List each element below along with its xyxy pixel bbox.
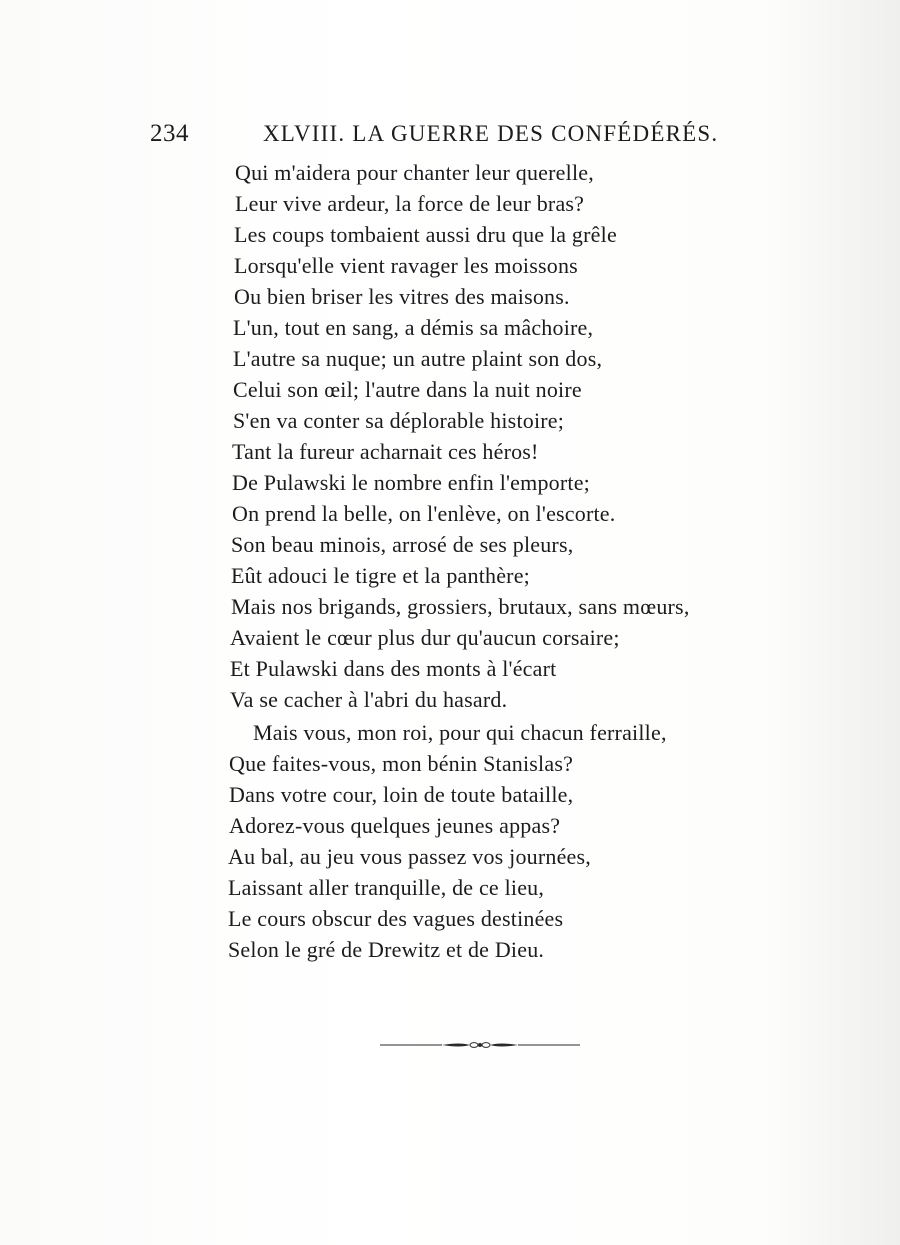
verse-line: Celui son œil; l'autre dans la nuit noire — [233, 377, 582, 402]
verse-line: Et Pulawski dans des monts à l'écart — [230, 656, 557, 681]
verse-line: Ou bien briser les vitres des maisons. — [234, 284, 570, 309]
verse-line: Va se cacher à l'abri du hasard. — [230, 687, 508, 712]
verse-line: S'en va conter sa déplorable histoire; — [233, 408, 565, 433]
verse-line: Mais vous, mon roi, pour qui chacun ferraille, — [253, 720, 667, 745]
verse-line: Selon le gré de Drewitz et de Dieu. — [228, 937, 545, 962]
verse-line: Que faites-vous, mon bénin Stanislas? — [229, 751, 574, 776]
verse-line: Les coups tombaient aussi dru que la grêle — [234, 222, 617, 247]
verse-line: Dans votre cour, loin de toute bataille, — [229, 782, 574, 807]
verse-line: Avaient le cœur plus dur qu'aucun corsaire; — [230, 625, 620, 650]
ornamental-rule — [380, 1037, 580, 1053]
verse-line: L'un, tout en sang, a démis sa mâchoire, — [233, 315, 594, 340]
verse-line: Tant la fureur acharnait ces héros! — [232, 439, 539, 464]
page-number: 234 — [150, 120, 189, 147]
verse-line: De Pulawski le nombre enfin l'emporte; — [232, 470, 590, 495]
verse-line: Laissant aller tranquille, de ce lieu, — [228, 875, 545, 900]
verse-line: Leur vive ardeur, la force de leur bras? — [235, 191, 585, 216]
verse-line: Eût adouci le tigre et la panthère; — [231, 563, 530, 588]
verse-line: Mais nos brigands, grossiers, brutaux, sans mœurs, — [231, 594, 690, 619]
verse-line: On prend la belle, on l'enlève, on l'escorte. — [232, 501, 616, 526]
verse-line: Adorez-vous quelques jeunes appas? — [229, 813, 561, 838]
running-title: XLVIII. LA GUERRE DES CONFÉDÉRÉS. — [263, 121, 719, 146]
verse-line: Son beau minois, arrosé de ses pleurs, — [231, 532, 574, 557]
verse-line: Au bal, au jeu vous passez vos journées, — [228, 844, 591, 869]
verse-line: L'autre sa nuque; un autre plaint son dos, — [233, 346, 603, 371]
verse-line: Le cours obscur des vagues destinées — [228, 906, 564, 931]
verse-line: Lorsqu'elle vient ravager les moissons — [234, 253, 578, 278]
verse-line: Qui m'aidera pour chanter leur querelle, — [235, 160, 594, 185]
